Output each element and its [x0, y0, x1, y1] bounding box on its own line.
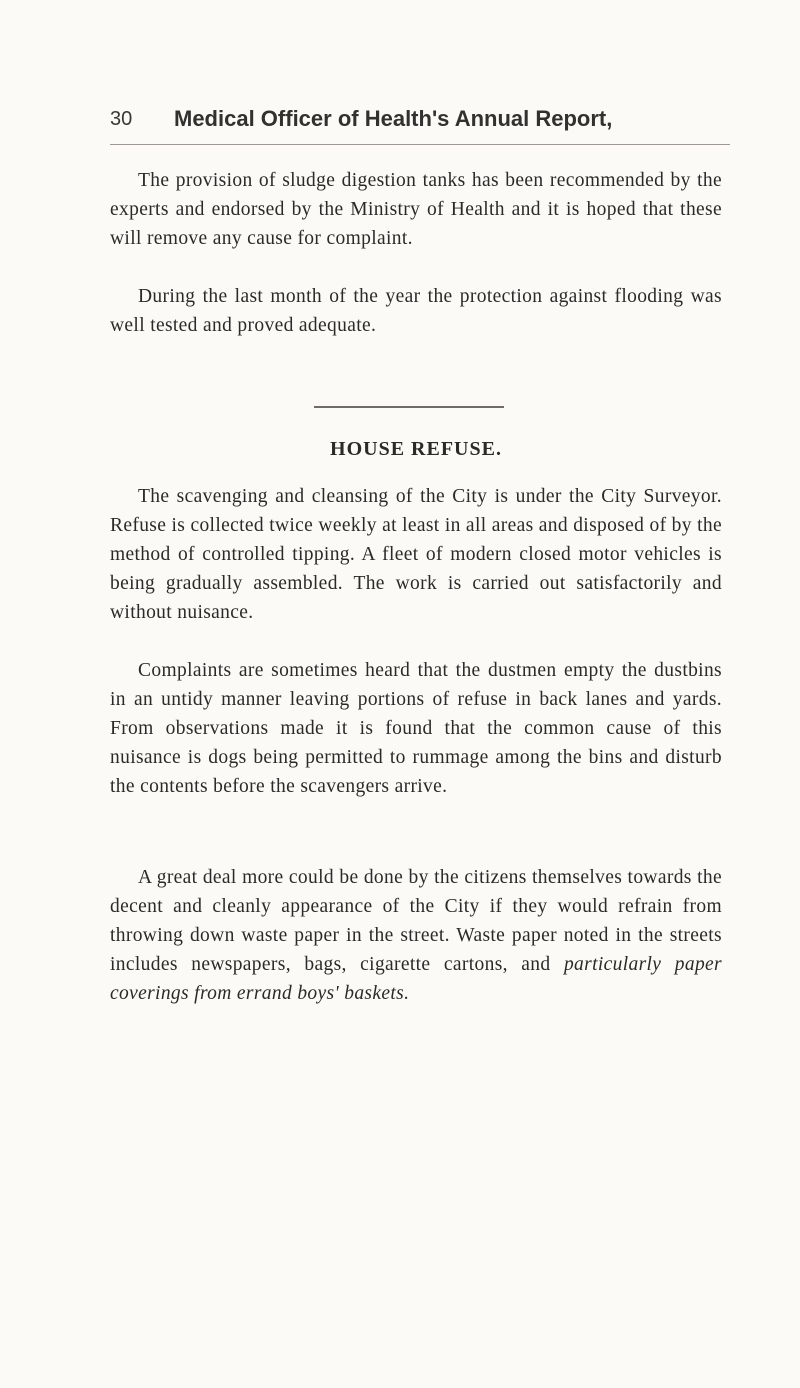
- running-header: [110, 100, 730, 140]
- paragraph-scavenging: The scavenging and cleansing of the City is under the City Surveyor. Refuse is collected twice weekly at least in all areas and disposed of by the method of controlled tipping. A fleet of modern closed motor vehicles is being gradually assembled. The work is carried out satisfactorily and without nuisance.: [110, 486, 722, 623]
- paragraph-flooding: During the last month of the year the protection against flooding was well tested and proved adequate.: [110, 286, 722, 336]
- section-divider: [314, 406, 504, 408]
- running-title: Medical Officer of Health's Annual Report,: [174, 106, 613, 131]
- paragraph-complaints: Complaints are sometimes heard that the dustmen empty the dustbins in an untidy manner leaving portions of refuse in back lanes and yards. From observations made it is found that the common cause of this nuisance is dogs being permitted to rummage among the bins and disturb the contents before the scavengers arrive.: [110, 660, 722, 797]
- header-rule: [110, 144, 730, 145]
- waste-paper-text: A great deal more could be done by the citizens themselves towards the decent and cleanly appearance of the City if they would refrain from throwing down waste paper in the street. Waste paper noted in the streets includes newspapers, bags, cigarette cartons, and: [110, 867, 722, 975]
- paragraph-sludge-tanks: The provision of sludge digestion tanks has been recommended by the experts and endorsed by the Ministry of Health and it is hoped that these will remove any cause for complaint.: [110, 170, 722, 249]
- paragraph-waste-paper: [110, 863, 722, 1008]
- italic-emphasis: particularly paper coverings from errand boys' baskets.: [110, 954, 722, 1004]
- page-number: 30: [110, 108, 133, 130]
- section-heading: HOUSE REFUSE.: [330, 438, 502, 460]
